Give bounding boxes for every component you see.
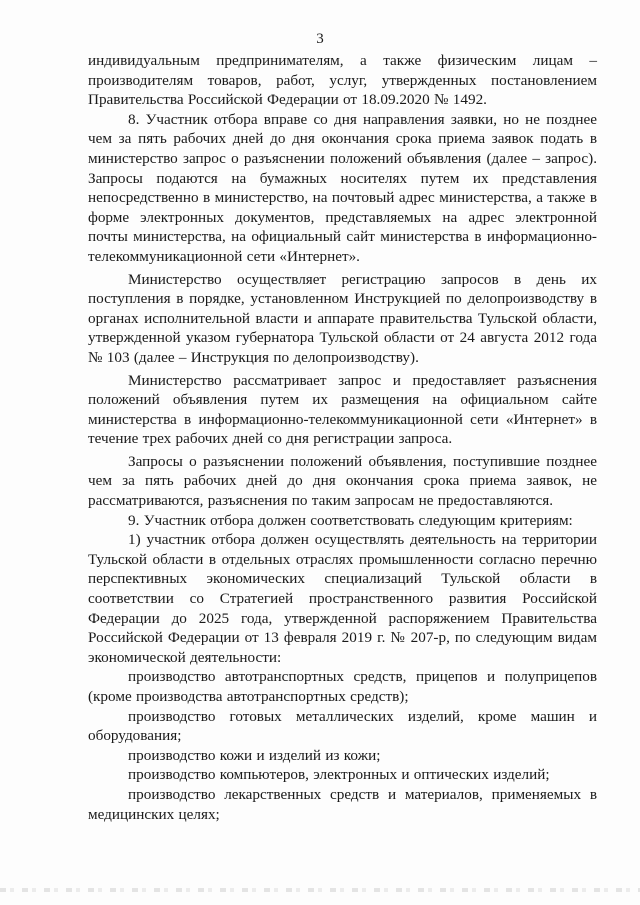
paragraph-continuation: индивидуальным предпринимателям, а также физическим лицам – производителям товаров, работ, услуг, утвержденных постановлением Правительства Российской Федерации от 18.09.2020 № 1492. [88,52,597,109]
list-item-vehicles: производство автотранспортных средств, прицепов и полуприцепов (кроме производства автотранспортных средств); [88,668,597,705]
list-item-electronics: производство компьютеров, электронных и оптических изделий; [128,766,550,784]
paragraph-late-requests: Запросы о разъяснении положений объявления, поступившие позднее чем за пять рабочих дней до дня окончания срока приема заявок, не рассматриваются, разъяснения по таким запросам не предоставляются. [88,452,597,510]
list-item-metal-products: производство готовых металлических изделий, кроме машин и оборудования; [88,707,597,745]
document-body [88,51,597,824]
scan-artifact-line [0,888,640,892]
page-number: 3 [316,31,324,47]
paragraph-clause-9: 9. Участник отбора должен соответствовать следующим критериям: [128,511,573,529]
list-item-leather: производство кожи и изделий из кожи; [128,746,381,764]
list-item-medicines: производство лекарственных средств и материалов, применяемых в медицинских целях; [88,785,597,823]
paragraph-registration: Министерство осуществляет регистрацию запросов в день их поступления в порядке, установленном Инструкцией по делопроизводству в органах исполнительной власти и аппарате правительства Тульской области, утвержденной указом губернатора Тульской области от 24 августа 2012 года № 103 (далее – Инструкция по делопроизводству). [88,270,597,366]
paragraph-clarification: Министерство рассматривает запрос и предоставляет разъяснения положений объявления путем их размещения на официальном сайте министерства в информационно-телекоммуникационной сети «Интернет» в течение трех рабочих дней со дня регистрации запроса. [88,371,597,448]
paragraph-clause-8: 8. Участник отбора вправе со дня направления заявки, но не позднее чем за пять рабочих дней до дня окончания срока приема заявок подать в министерство запрос о разъяснении положений объявления (далее – запрос). Запросы подаются на бумажных носителях путем их представления непосредственно в министерство, на почтовый адрес министерства, а также в форме электронных документов, представляемых на адрес электронной почты министерства, на официальный сайт министерства в информационно-телекоммуникационной сети «Интернет». [88,110,597,265]
paragraph-criterion-1: 1) участник отбора должен осуществлять деятельность на территории Тульской области в отдельных отраслях промышленности согласно перечню перспективных экономических специализаций Тульской области в соответствии со Стратегией пространственного развития Российской Федерации до 2025 года, утвержденной распоряжением Правительства Российской Федерации от 13 февраля 2019 г. № 207-р, по следующим видам экономической деятельности: [88,531,597,666]
